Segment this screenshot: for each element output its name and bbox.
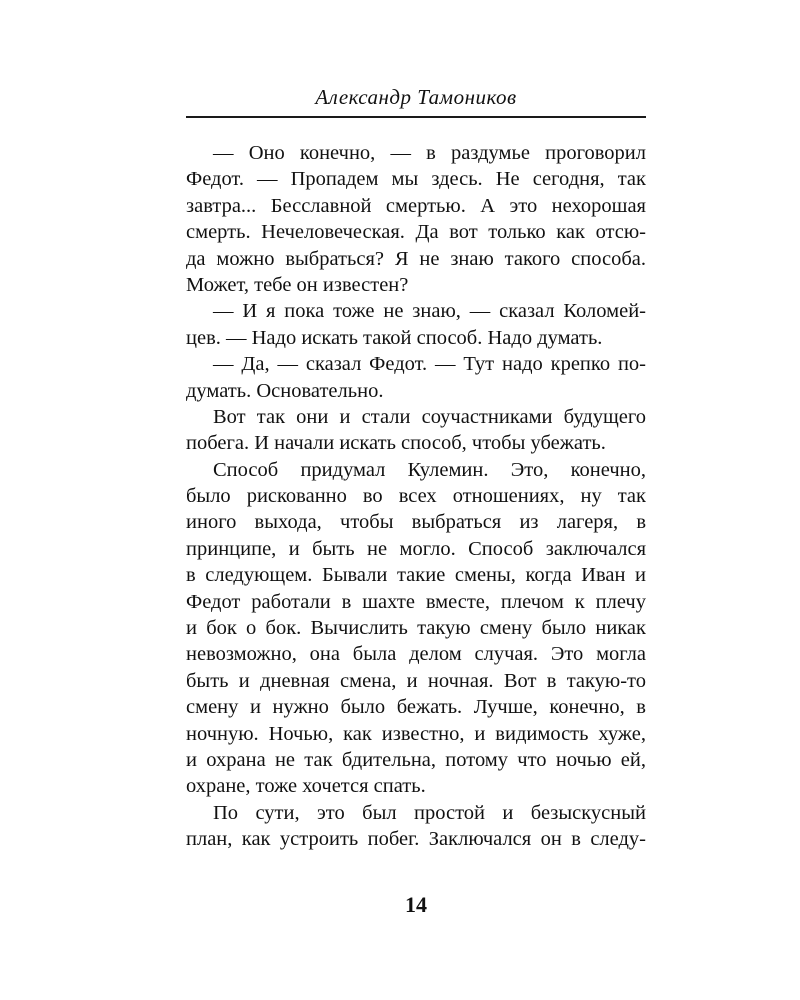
text-line: было рискованно во всех отношениях, ну так xyxy=(186,485,646,508)
text-line: охране, тоже хочется спать. xyxy=(186,775,426,798)
text-line: в следующем. Бывали такие смены, когда Иван и xyxy=(186,564,646,587)
text-line: думать. Основательно. xyxy=(186,379,384,402)
text-line: смену и нужно было бежать. Лучше, конечно, в xyxy=(186,696,646,719)
running-header-author: Александр Тамоников xyxy=(315,85,517,109)
text-line: план, как устроить побег. Заключался он в следу- xyxy=(186,828,646,851)
text-line: иного выхода, чтобы выбраться из лагеря, в xyxy=(186,511,646,534)
text-line: да можно выбраться? Я не знаю такого способа. xyxy=(186,247,646,270)
text-line: Федот работали в шахте вместе, плечом к плечу xyxy=(186,590,646,613)
text-line: Способ придумал Кулемин. Это, конечно, xyxy=(213,458,646,481)
text-line: Может, тебе он известен? xyxy=(186,273,409,296)
text-line: Федот. — Пропадем мы здесь. Не сегодня, так xyxy=(186,168,646,191)
text-line: завтра... Бесславной смертью. А это нехорошая xyxy=(186,194,646,217)
body-text xyxy=(186,140,646,853)
text-line: смерть. Нечеловеческая. Да вот только как отсю- xyxy=(186,221,646,244)
page-number: 14 xyxy=(405,892,427,917)
text-line: Вот так они и стали соучастниками будущего xyxy=(213,405,646,428)
text-line: побега. И начали искать способ, чтобы убежать. xyxy=(186,432,606,455)
text-line: — Да, — сказал Федот. — Тут надо крепко по- xyxy=(213,353,646,376)
text-line: ночную. Ночью, как известно, и видимость хуже, xyxy=(186,722,646,745)
text-line: По сути, это был простой и безыскусный xyxy=(213,801,646,824)
text-line: невозможно, она была делом случая. Это могла xyxy=(186,643,646,666)
text-line: — Оно конечно, — в раздумье проговорил xyxy=(213,142,646,164)
header-rule xyxy=(186,116,646,118)
text-line: и бок о бок. Вычислить такую смену было никак xyxy=(186,617,646,640)
text-line: цев. — Надо искать такой способ. Надо думать. xyxy=(186,326,603,349)
text-line: принципе, и быть не могло. Способ заключался xyxy=(186,537,646,560)
text-line: — И я пока тоже не знаю, — сказал Коломей- xyxy=(213,300,646,323)
text-line: и охрана не так бдительна, потому что ночью ей, xyxy=(186,748,646,771)
text-line: быть и дневная смена, и ночная. Вот в такую-то xyxy=(186,669,646,692)
